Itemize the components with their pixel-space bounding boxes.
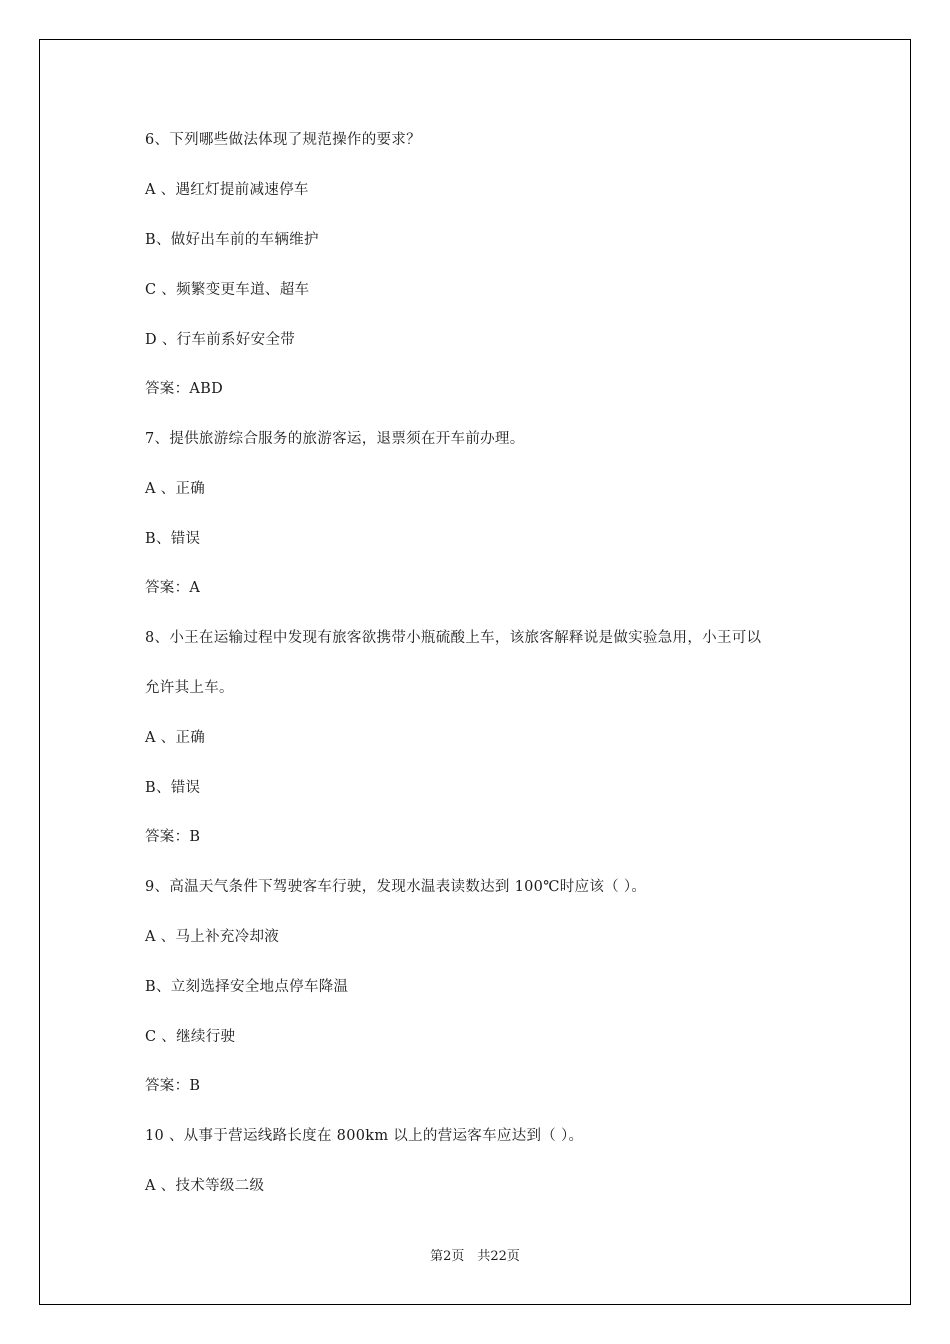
question-6-answer: 答案：ABD bbox=[145, 381, 224, 397]
question-6-option-a: A 、遇红灯提前减速停车 bbox=[145, 182, 309, 198]
question-9-option-a: A 、马上补充冷却液 bbox=[145, 929, 280, 945]
question-10-option-a: A 、技术等级二级 bbox=[145, 1178, 265, 1194]
question-7-option-b: B、错误 bbox=[145, 531, 201, 547]
question-6-option-c: C 、频繁变更车道、超车 bbox=[145, 282, 310, 298]
question-6-text: 6、下列哪些做法体现了规范操作的要求？ bbox=[145, 132, 421, 148]
question-10-text: 10 、从事于营运线路长度在 800km 以上的营运客车应达到（ ）。 bbox=[145, 1128, 584, 1144]
question-7-text: 7、提供旅游综合服务的旅游客运，退票须在开车前办理。 bbox=[145, 431, 525, 447]
question-8-text-continued: 允许其上车。 bbox=[145, 680, 234, 696]
question-8-option-b: B、错误 bbox=[145, 780, 201, 796]
question-9-option-b: B、立刻选择安全地点停车降温 bbox=[145, 979, 349, 995]
question-7-option-a: A 、正确 bbox=[145, 481, 206, 497]
page-border bbox=[39, 39, 911, 1305]
question-9-option-c: C 、继续行驶 bbox=[145, 1029, 236, 1045]
question-8-answer: 答案：B bbox=[145, 829, 201, 845]
question-8-option-a: A 、正确 bbox=[145, 730, 206, 746]
page-number-footer: 第2页 共22页 bbox=[430, 1249, 520, 1264]
question-9-text: 9、高温天气条件下驾驶客车行驶，发现水温表读数达到 100℃时应该（ ）。 bbox=[145, 879, 647, 895]
question-6-option-b: B、做好出车前的车辆维护 bbox=[145, 232, 319, 248]
question-9-answer: 答案：B bbox=[145, 1078, 201, 1094]
question-8-text: 8、小王在运输过程中发现有旅客欲携带小瓶硫酸上车，该旅客解释说是做实验急用，小王可以 bbox=[145, 630, 762, 646]
question-7-answer: 答案：A bbox=[145, 580, 201, 596]
question-6-option-d: D 、行车前系好安全带 bbox=[145, 332, 296, 348]
